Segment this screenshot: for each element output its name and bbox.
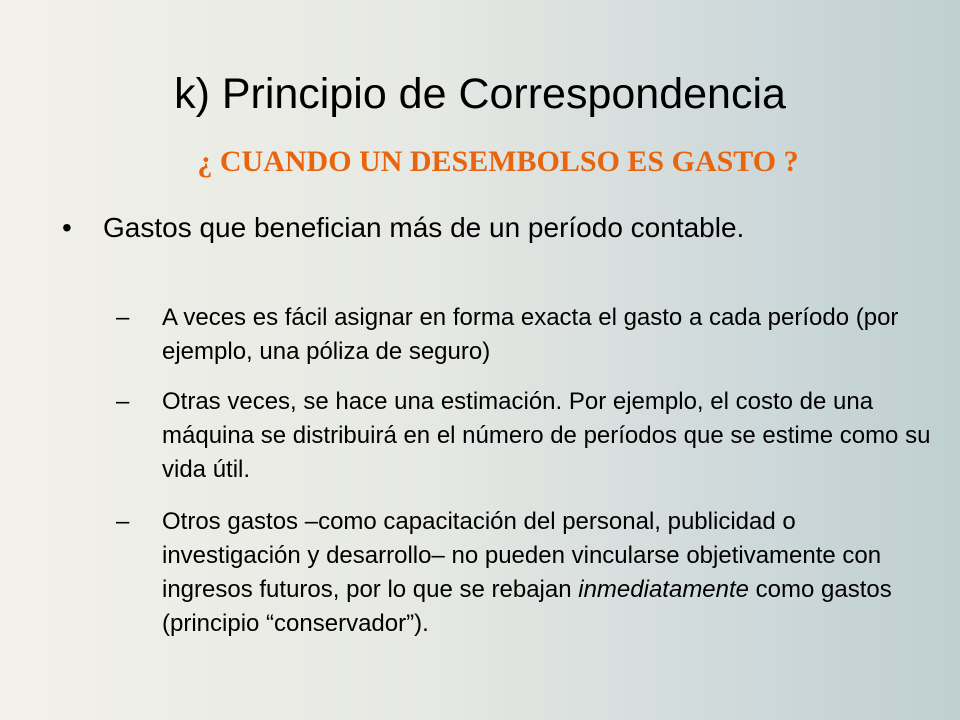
slide-title: k) Principio de Correspondencia <box>174 70 786 118</box>
sub-item-text: A veces es fácil asignar en forma exacta el gasto a cada período (por ejemplo, una póliza de seguro) <box>162 304 899 365</box>
emphasis-text: inmediatamente <box>578 576 750 603</box>
sub-item-marker: – <box>116 388 130 415</box>
sub-item-marker: – <box>116 508 130 535</box>
sub-item-text: Otras veces, se hace una estimación. Por ejemplo, el costo de una máquina se distribuirá en el número de períodos que se estime como su vida útil. <box>162 388 931 483</box>
sub-item-text <box>162 505 932 641</box>
bullet-text: Gastos que benefician más de un período contable. <box>103 212 745 243</box>
sub-item-text-after: como gastos (principio “conservador”). <box>162 576 892 637</box>
bullet-marker: • <box>62 212 72 243</box>
sub-item-marker: – <box>116 304 130 331</box>
sub-item-text-before: Otros gastos –como capacitación del personal, publicidad o investigación y desarrollo– no pueden vincularse objetivamente con ingresos futuros, por lo que se rebajan <box>162 508 882 603</box>
slide-subtitle: ¿ CUANDO UN DESEMBOLSO ES GASTO ? <box>197 145 799 178</box>
